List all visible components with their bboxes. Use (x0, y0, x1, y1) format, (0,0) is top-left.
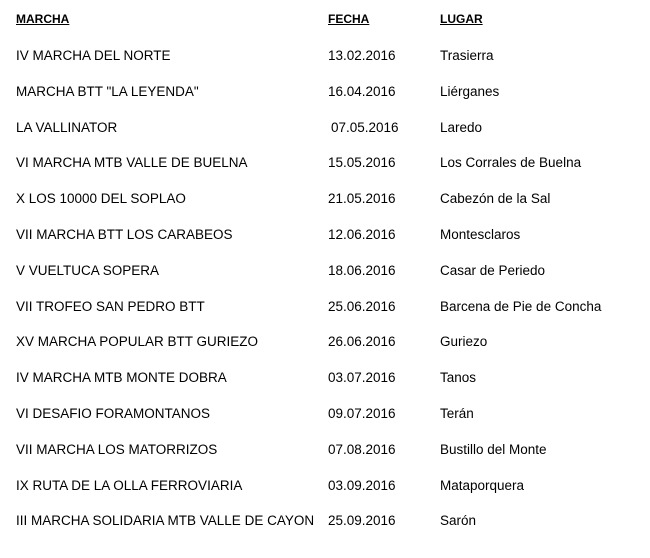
march-place: Guriezo (440, 334, 488, 350)
march-place: Cabezón de la Sal (440, 191, 551, 207)
march-date: 07.08.2016 (328, 441, 396, 457)
march-date: 25.09.2016 (328, 513, 396, 529)
march-name: VI MARCHA MTB VALLE DE BUELNA (16, 155, 248, 171)
table-row (0, 432, 650, 468)
table-row (0, 145, 650, 181)
march-name: VI DESAFIO FORAMONTANOS (16, 405, 211, 421)
march-name: MARCHA BTT "LA LEYENDA" (16, 83, 199, 99)
march-name: IV MARCHA DEL NORTE (16, 48, 171, 63)
march-name: X LOS 10000 DEL SOPLAO (16, 191, 186, 207)
march-place: Terán (440, 405, 474, 421)
table-row (0, 74, 650, 110)
march-name: XV MARCHA POPULAR BTT GURIEZO (16, 334, 259, 350)
march-place: Bustillo del Monte (440, 441, 547, 457)
header-marcha: MARCHA (16, 12, 70, 26)
march-date: 12.06.2016 (328, 226, 396, 242)
march-name: III MARCHA SOLIDARIA MTB VALLE DE CAYON (16, 513, 315, 529)
march-date: 25.06.2016 (328, 298, 396, 314)
march-date: 09.07.2016 (328, 405, 396, 421)
march-date: 15.05.2016 (328, 155, 396, 171)
header-fecha: FECHA (328, 12, 370, 26)
march-place: Sarón (440, 513, 477, 529)
march-place: Liérganes (440, 83, 500, 99)
march-date: 18.06.2016 (328, 262, 396, 278)
march-place: Mataporquera (440, 477, 525, 493)
table-row (0, 38, 650, 74)
header-lugar: LUGAR (440, 12, 483, 26)
march-date: 26.06.2016 (328, 334, 396, 350)
march-name: LA VALLINATOR (16, 119, 118, 135)
march-place: Trasierra (440, 48, 494, 63)
table-row (0, 324, 650, 360)
march-date: 16.04.2016 (328, 83, 396, 99)
march-date: 13.02.2016 (328, 48, 396, 63)
march-place: Montesclaros (440, 226, 521, 242)
march-place: Laredo (440, 119, 483, 135)
table-row (0, 396, 650, 432)
table-row (0, 217, 650, 253)
march-name: IX RUTA DE LA OLLA FERROVIARIA (16, 477, 243, 493)
table-header (0, 8, 650, 32)
march-name: VII TROFEO SAN PEDRO BTT (16, 298, 205, 314)
march-name: VII MARCHA LOS MATORRIZOS (16, 441, 218, 457)
table-body (0, 38, 650, 539)
march-name: V VUELTUCA SOPERA (16, 262, 160, 278)
table-row (0, 181, 650, 217)
march-date: 03.09.2016 (328, 477, 396, 493)
march-date: 03.07.2016 (328, 370, 396, 386)
march-place: Casar de Periedo (440, 262, 546, 278)
table-row (0, 360, 650, 396)
march-place: Tanos (440, 370, 477, 386)
march-place: Barcena de Pie de Concha (440, 298, 602, 314)
march-name: IV MARCHA MTB MONTE DOBRA (16, 370, 227, 386)
march-date: 07.05.2016 (331, 119, 399, 135)
table-row (0, 110, 650, 146)
table-row (0, 253, 650, 289)
march-name: VII MARCHA BTT LOS CARABEOS (16, 226, 233, 242)
march-date: 21.05.2016 (328, 191, 396, 207)
march-place: Los Corrales de Buelna (440, 155, 582, 171)
table-row (0, 289, 650, 325)
table-row (0, 468, 650, 504)
table-row (0, 503, 650, 539)
